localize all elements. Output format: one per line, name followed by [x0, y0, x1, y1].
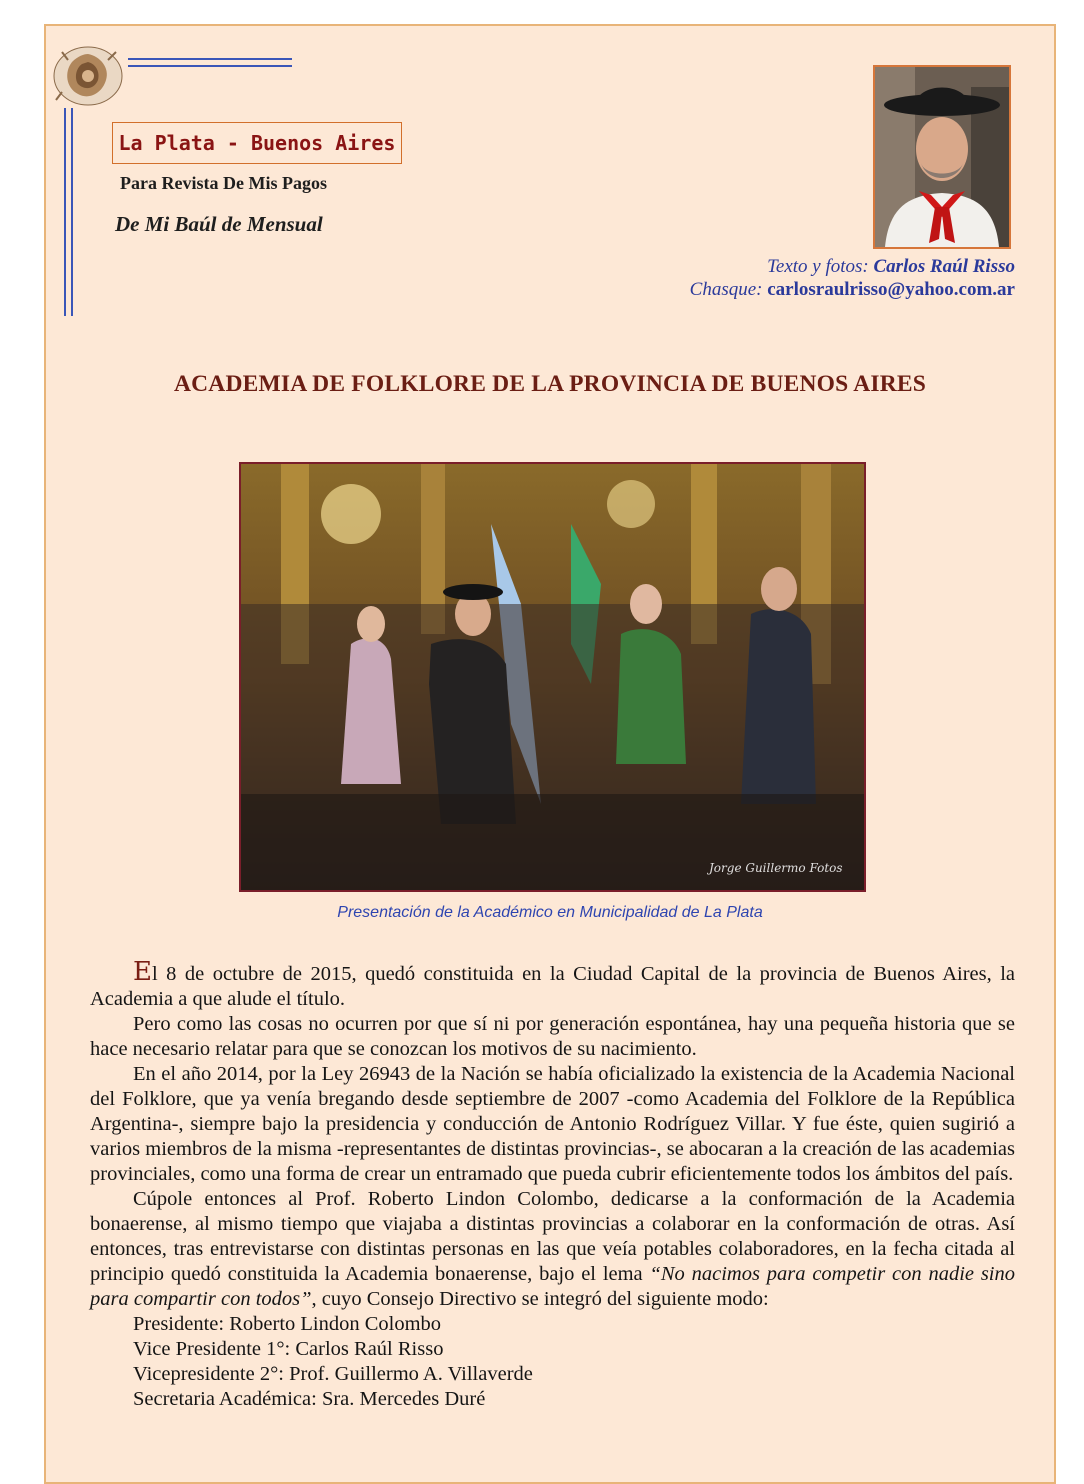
paragraph-4-end: , cuyo Consejo Directivo se integró del siguiente modo: [311, 1288, 769, 1310]
motto: “No nacimos para competir con nadie sino para compartir con todos” [90, 1263, 1015, 1310]
board-member: Secretaria Académica: Sra. Mercedes Duré [133, 1388, 486, 1410]
article-title: ACADEMIA DE FOLKLORE DE LA PROVINCIA DE BUENOS AIRES [173, 371, 927, 397]
article-body [90, 957, 1015, 1412]
credit-line: Texto y fotos: Carlos Raúl Risso [767, 256, 1015, 277]
location-box: La Plata - Buenos Aires [112, 122, 402, 164]
paragraph-4-start: Cúpole entonces al Prof. Roberto Lindon Colombo, dedicarse a la conformación de la Academia bonaerense, al mismo tiempo que viajaba a distintas provincias a colaborar en la conformación de otras. Así entonces, tras entrevistarse con distintas personas en las que veía potables colaboradores, en la fecha citada al principio quedó constituida la Academia bonaerense, bajo el lema [90, 1188, 1015, 1285]
contact-label: Chasque: [689, 279, 763, 300]
board-member: Presidente: Roberto Lindon Colombo [133, 1313, 442, 1335]
drop-cap: E [133, 957, 152, 987]
section-line: De Mi Baúl de Mensual [115, 212, 323, 236]
board-member: Vicepresidente 2°: Prof. Guillermo A. Villaverde [133, 1363, 533, 1385]
decor-double-line-horizontal [128, 58, 292, 67]
photo-caption: Presentación de la Académico en Municipalidad de La Plata [337, 904, 763, 921]
paragraph-4 [90, 1187, 1015, 1312]
photo-watermark: Jorge Guillermo Fotos [709, 861, 843, 875]
board-list [90, 1312, 1015, 1412]
paragraph-1-text: l 8 de octubre de 2015, quedó constituida en la Ciudad Capital de la provincia de Buenos Aires, la Academia a que alude el título. [90, 963, 1015, 1010]
credit-label: Texto y fotos [767, 256, 863, 277]
paragraph-1 [90, 957, 1015, 1012]
author-portrait [873, 65, 1011, 249]
decor-double-line-vertical [64, 108, 73, 316]
ceremony-photo [239, 462, 866, 892]
paragraph-2: Pero como las cosas no ocurren por que sí ni por generación espontánea, hay una pequeña historia que se hace necesario relatar para que se conozcan los motivos de su nacimiento. [90, 1013, 1015, 1060]
contact-email[interactable]: carlosraulrisso@yahoo.com.ar [767, 279, 1015, 300]
emblem-logo [48, 42, 128, 108]
credit-name: Carlos Raúl Risso [873, 256, 1015, 277]
contact-line [690, 279, 1015, 301]
publication-line: Para Revista De Mis Pagos [120, 173, 327, 193]
paragraph-3: En el año 2014, por la Ley 26943 de la Nación se había oficializado la existencia de la Academia Nacional del Folklore, que ya venía bregando desde septiembre de 2007 -como Academia del Folklore de la República Argentina-, siempre bajo la presidencia y conducción de Antonio Rodríguez Villar. Y fue éste, quien sugirió a varios miembros de la misma -representantes de distintas provincias-, se abocaran a la creación de las academias provinciales, como una forma de crear un entramado que pueda cubrir eficientemente todos los ámbitos del país. [90, 1063, 1015, 1185]
board-member: Vice Presidente 1°: Carlos Raúl Risso [133, 1338, 444, 1360]
